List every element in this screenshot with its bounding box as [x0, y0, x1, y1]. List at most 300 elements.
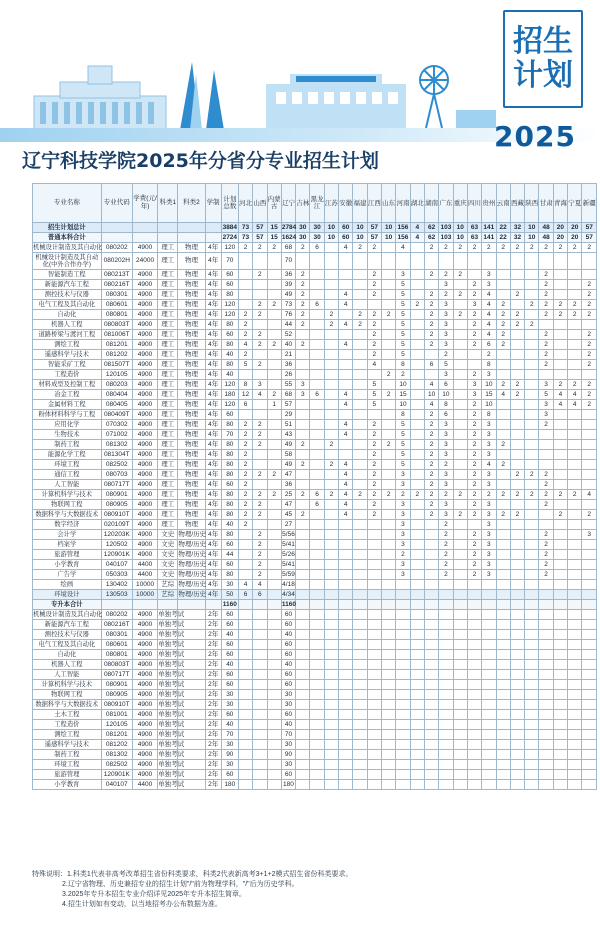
table-cell [453, 580, 467, 590]
table-cell [253, 770, 267, 780]
table-cell [553, 630, 567, 640]
table-cell: 5 [396, 350, 410, 360]
table-row [33, 360, 597, 370]
table-cell: 2年 [205, 720, 221, 730]
table-cell [553, 280, 567, 290]
table-cell: 3 [439, 330, 453, 340]
table-cell [553, 370, 567, 380]
table-cell: 2 [324, 310, 338, 320]
table-cell: 8 [396, 360, 410, 370]
table-cell: 60 [221, 680, 238, 690]
table-cell: 物理 [178, 440, 205, 450]
table-cell [553, 540, 567, 550]
table-cell [310, 550, 324, 560]
table-cell [439, 650, 453, 660]
table-cell [339, 610, 353, 620]
table-cell [482, 630, 496, 640]
table-cell [568, 580, 582, 590]
table-cell [310, 320, 324, 330]
table-cell [510, 660, 524, 670]
table-cell [396, 590, 410, 600]
table-cell [582, 460, 597, 470]
table-cell [367, 710, 381, 720]
table-cell: 130503 [101, 590, 132, 600]
table-cell: 4年 [205, 360, 221, 370]
table-cell [367, 640, 381, 650]
table-cell: 4900 [132, 430, 157, 440]
table-cell [253, 320, 267, 330]
table-cell [439, 630, 453, 640]
table-cell: 4 [482, 300, 496, 310]
table-cell: 36 [281, 480, 295, 490]
table-cell [424, 710, 438, 720]
table-cell [496, 670, 510, 680]
table-cell [410, 470, 424, 480]
table-cell [410, 690, 424, 700]
table-cell [568, 700, 582, 710]
table-cell [310, 740, 324, 750]
table-cell [296, 780, 310, 790]
table-cell: 5/41 [282, 540, 295, 548]
table-cell [539, 590, 553, 600]
table-cell [324, 350, 338, 360]
table-cell: 2 [467, 480, 481, 490]
table-cell [253, 650, 267, 660]
table-cell [253, 480, 267, 490]
table-cell [310, 730, 324, 740]
table-cell: 5 [396, 280, 410, 290]
table-cell: 环境工程 [33, 760, 102, 770]
table-cell [296, 660, 310, 670]
table-cell [510, 410, 524, 420]
table-cell [467, 750, 481, 760]
table-cell [253, 690, 267, 700]
table-cell [310, 510, 324, 520]
table-cell [353, 670, 367, 680]
table-cell: 10000 [132, 590, 157, 600]
table-cell [382, 630, 396, 640]
table-cell: 2 [453, 310, 467, 320]
table-cell [453, 350, 467, 360]
table-cell [496, 430, 510, 440]
table-cell: 080905 [101, 690, 132, 700]
table-cell: 理工 [158, 400, 178, 410]
table-cell [453, 630, 467, 640]
table-cell [267, 420, 281, 430]
table-cell [267, 630, 281, 640]
table-cell: 2 [467, 330, 481, 340]
table-cell: 4 [339, 430, 353, 440]
table-cell [525, 350, 539, 360]
table-cell [382, 730, 396, 740]
table-cell: 2 [367, 280, 381, 290]
table-cell: 2 [496, 300, 510, 310]
table-cell [253, 350, 267, 360]
table-cell: 2 [296, 490, 310, 500]
table-cell [582, 270, 597, 280]
table-cell [525, 570, 539, 580]
table-cell [324, 500, 338, 510]
table-cell [205, 233, 221, 243]
table-row [33, 610, 597, 620]
table-cell [424, 640, 438, 650]
table-cell [568, 470, 582, 480]
table-cell: 40 [281, 660, 295, 670]
table-cell: 8 [238, 380, 252, 390]
table-cell [238, 410, 252, 420]
table-cell: 10 [353, 223, 367, 233]
table-cell [582, 710, 597, 720]
table-cell: 6 [238, 400, 252, 410]
table-cell [382, 470, 396, 480]
table-cell: 22 [496, 233, 510, 243]
table-cell [553, 580, 567, 590]
table-cell [553, 690, 567, 700]
table-cell [267, 760, 281, 770]
table-cell [510, 630, 524, 640]
table-cell: 080301 [101, 290, 132, 300]
table-cell [453, 480, 467, 490]
table-cell [539, 780, 553, 790]
table-cell [510, 370, 524, 380]
table-cell [382, 360, 396, 370]
table-cell: 4 [339, 243, 353, 253]
table-cell [267, 520, 281, 530]
table-cell: 4 [482, 460, 496, 470]
table-cell [553, 350, 567, 360]
table-cell: 5 [396, 290, 410, 300]
table-cell: 2 [367, 500, 381, 510]
table-row [33, 370, 597, 380]
table-cell: 5 [396, 440, 410, 450]
table-cell: 单独考试 [158, 670, 185, 678]
table-cell: 4 [253, 390, 267, 400]
table-cell [238, 280, 252, 290]
table-row [33, 540, 597, 550]
table-cell [382, 280, 396, 290]
table-cell: 道路桥梁与渡河工程 [33, 330, 102, 340]
table-cell [267, 700, 281, 710]
table-cell: 4900 [132, 470, 157, 480]
table-cell: 2 [553, 490, 567, 500]
table-cell: 80 [221, 290, 238, 300]
table-cell [324, 270, 338, 280]
table-cell: 2 [382, 310, 396, 320]
table-cell: 4 [339, 510, 353, 520]
table-cell [310, 770, 324, 780]
table-cell: 29 [281, 410, 295, 420]
table-cell [353, 460, 367, 470]
table-cell: 49 [281, 290, 295, 300]
table-cell: 10 [324, 223, 338, 233]
table-cell [339, 310, 353, 320]
table-cell [467, 270, 481, 280]
table-cell [353, 530, 367, 540]
table-row [33, 680, 597, 690]
table-cell: 2年 [205, 740, 221, 750]
table-cell [353, 300, 367, 310]
table-cell [205, 600, 221, 610]
table-cell [324, 640, 338, 650]
table-cell: 050303 [101, 570, 132, 580]
table-cell [353, 253, 367, 270]
table-cell [553, 770, 567, 780]
table-cell: 3 [482, 440, 496, 450]
table-cell [568, 600, 582, 610]
table-cell [324, 300, 338, 310]
table-row [33, 330, 597, 340]
table-cell [353, 730, 367, 740]
table-cell: 2 [467, 460, 481, 470]
table-cell [310, 670, 324, 680]
table-cell [367, 660, 381, 670]
table-cell [410, 680, 424, 690]
table-cell: 44 [281, 320, 295, 330]
table-cell [310, 280, 324, 290]
table-cell [296, 550, 310, 560]
table-cell [553, 590, 567, 600]
table-cell [424, 700, 438, 710]
table-cell [539, 450, 553, 460]
table-cell: 理工 [158, 500, 178, 510]
table-cell: 2 [510, 290, 524, 300]
table-cell: 制药工程 [33, 750, 102, 760]
table-cell [367, 720, 381, 730]
table-cell: 2 [367, 330, 381, 340]
table-cell: 081006T [101, 330, 132, 340]
table-cell: 080717T [101, 670, 132, 680]
table-cell [367, 520, 381, 530]
table-cell: 080803T [101, 320, 132, 330]
table-cell [539, 760, 553, 770]
table-cell: 3 [439, 370, 453, 380]
table-cell [353, 690, 367, 700]
table-cell [353, 430, 367, 440]
table-cell [582, 430, 597, 440]
table-cell: 081304T [101, 450, 132, 460]
table-cell [525, 700, 539, 710]
table-cell [267, 620, 281, 630]
table-cell [539, 660, 553, 670]
table-cell: 52 [281, 330, 295, 340]
table-cell: 081302 [101, 750, 132, 760]
table-row [33, 380, 597, 390]
table-cell: 环境工程 [33, 460, 102, 470]
table-cell [353, 570, 367, 580]
table-cell: 4 [238, 340, 252, 350]
table-cell [510, 480, 524, 490]
table-cell [253, 450, 267, 460]
table-cell: 4年 [205, 470, 221, 480]
table-cell: 2 [296, 300, 310, 310]
table-cell [568, 540, 582, 550]
table-cell [310, 270, 324, 280]
table-cell: 1624 [281, 233, 297, 241]
table-cell: 4年 [205, 270, 221, 280]
table-cell: 计算机科学与技术 [33, 490, 102, 500]
table-cell: 3 [539, 410, 553, 420]
table-cell [439, 770, 453, 780]
table-cell: 2 [367, 340, 381, 350]
column-header: 山东 [382, 184, 396, 223]
table-cell [467, 760, 481, 770]
table-cell [525, 640, 539, 650]
table-cell: 自动化 [33, 310, 102, 320]
table-cell: 2 [482, 490, 496, 500]
table-cell [568, 520, 582, 530]
table-cell: 6 [310, 300, 324, 310]
table-cell: 76 [281, 310, 295, 320]
table-cell [410, 550, 424, 560]
table-cell [353, 400, 367, 410]
table-cell [382, 770, 396, 780]
table-cell [510, 620, 524, 630]
table-cell [582, 580, 597, 590]
table-cell: 2 [453, 243, 467, 253]
table-cell: 4900 [132, 440, 157, 450]
table-cell [453, 600, 467, 610]
table-cell [396, 620, 410, 630]
table-cell: 120 [221, 300, 238, 310]
table-cell [510, 750, 524, 760]
table-cell: 3 [296, 390, 310, 400]
table-cell: 4900 [132, 740, 157, 750]
table-cell [238, 770, 252, 780]
table-cell: 理工 [158, 360, 178, 370]
table-cell [296, 710, 310, 720]
table-cell: 4900 [132, 370, 157, 380]
table-cell [496, 780, 510, 790]
table-cell [582, 540, 597, 550]
table-cell [324, 410, 338, 420]
table-cell: 土木工程 [33, 710, 102, 720]
table-cell [568, 320, 582, 330]
table-cell [382, 420, 396, 430]
table-cell: 理工 [158, 470, 178, 480]
table-cell [525, 290, 539, 300]
table-cell: 120203K [101, 530, 132, 540]
table-cell: 20 [553, 223, 567, 233]
table-cell [525, 710, 539, 720]
table-cell [310, 370, 324, 380]
table-cell: 3 [482, 540, 496, 550]
table-cell [539, 580, 553, 590]
table-cell [539, 750, 553, 760]
table-cell [324, 340, 338, 350]
table-cell: 4 [568, 390, 582, 400]
table-cell [525, 610, 539, 620]
table-cell: 2 [353, 490, 367, 500]
table-cell: 2 [467, 540, 481, 550]
table-cell: 43 [281, 430, 295, 440]
table-cell: 2 [410, 490, 424, 500]
column-header: 科类1 [158, 184, 178, 223]
table-cell [339, 640, 353, 650]
column-header: 云南 [496, 184, 510, 223]
table-cell: 2 [439, 570, 453, 580]
table-cell [439, 253, 453, 270]
table-cell: 2 [410, 300, 424, 310]
table-cell [582, 570, 597, 580]
table-cell: 2 [496, 340, 510, 350]
table-cell [553, 360, 567, 370]
table-row [33, 590, 597, 600]
table-cell: 080803T [101, 660, 132, 670]
table-cell [553, 420, 567, 430]
table-cell: 理工 [158, 390, 178, 400]
table-cell: 080213T [101, 270, 132, 280]
table-cell [568, 720, 582, 730]
table-cell: 63 [467, 233, 481, 243]
table-cell [339, 350, 353, 360]
table-cell: 单独考试 [158, 760, 185, 768]
table-cell: 30 [221, 690, 238, 700]
table-cell [553, 560, 567, 570]
table-cell: 70 [221, 430, 238, 440]
table-cell: 15 [267, 223, 281, 233]
table-cell [510, 270, 524, 280]
column-header: 四川 [467, 184, 481, 223]
table-cell: 2 [539, 280, 553, 290]
table-cell: 60 [281, 710, 295, 720]
table-cell [339, 780, 353, 790]
table-row [33, 490, 597, 500]
table-cell [132, 233, 157, 243]
table-cell: 2 [439, 520, 453, 530]
table-cell [353, 750, 367, 760]
table-cell [582, 253, 597, 270]
table-cell: 4 [339, 460, 353, 470]
table-cell: 15 [396, 390, 410, 400]
table-cell: 招生计划总计 [33, 223, 102, 233]
table-cell [525, 430, 539, 440]
table-cell: 4 [339, 480, 353, 490]
table-cell [324, 600, 338, 610]
table-cell [410, 740, 424, 750]
table-cell [539, 730, 553, 740]
table-cell: 4 [339, 290, 353, 300]
table-cell: 4年 [205, 430, 221, 440]
table-cell: 2 [467, 550, 481, 560]
table-cell: 60 [221, 610, 238, 620]
table-cell [453, 740, 467, 750]
table-cell [453, 670, 467, 680]
table-cell: 2 [553, 310, 567, 320]
table-cell [510, 520, 524, 530]
table-cell: 4年 [205, 440, 221, 450]
table-cell: 80 [221, 470, 238, 480]
table-cell [238, 780, 252, 790]
table-cell [296, 470, 310, 480]
table-cell [324, 540, 338, 550]
table-cell: 理工 [158, 430, 178, 440]
table-cell [324, 560, 338, 570]
table-cell [367, 730, 381, 740]
table-cell [267, 480, 281, 490]
table-cell: 物理/历史 [178, 540, 207, 548]
table-cell [453, 530, 467, 540]
table-cell: 2 [424, 270, 438, 280]
table-cell: 单独考试 [158, 750, 185, 758]
table-cell [382, 330, 396, 340]
table-cell [568, 253, 582, 270]
table-cell [339, 630, 353, 640]
table-row [33, 730, 597, 740]
table-cell: 2 [353, 243, 367, 253]
table-cell: 3 [396, 470, 410, 480]
table-cell: 2 [424, 510, 438, 520]
table-cell [296, 410, 310, 420]
